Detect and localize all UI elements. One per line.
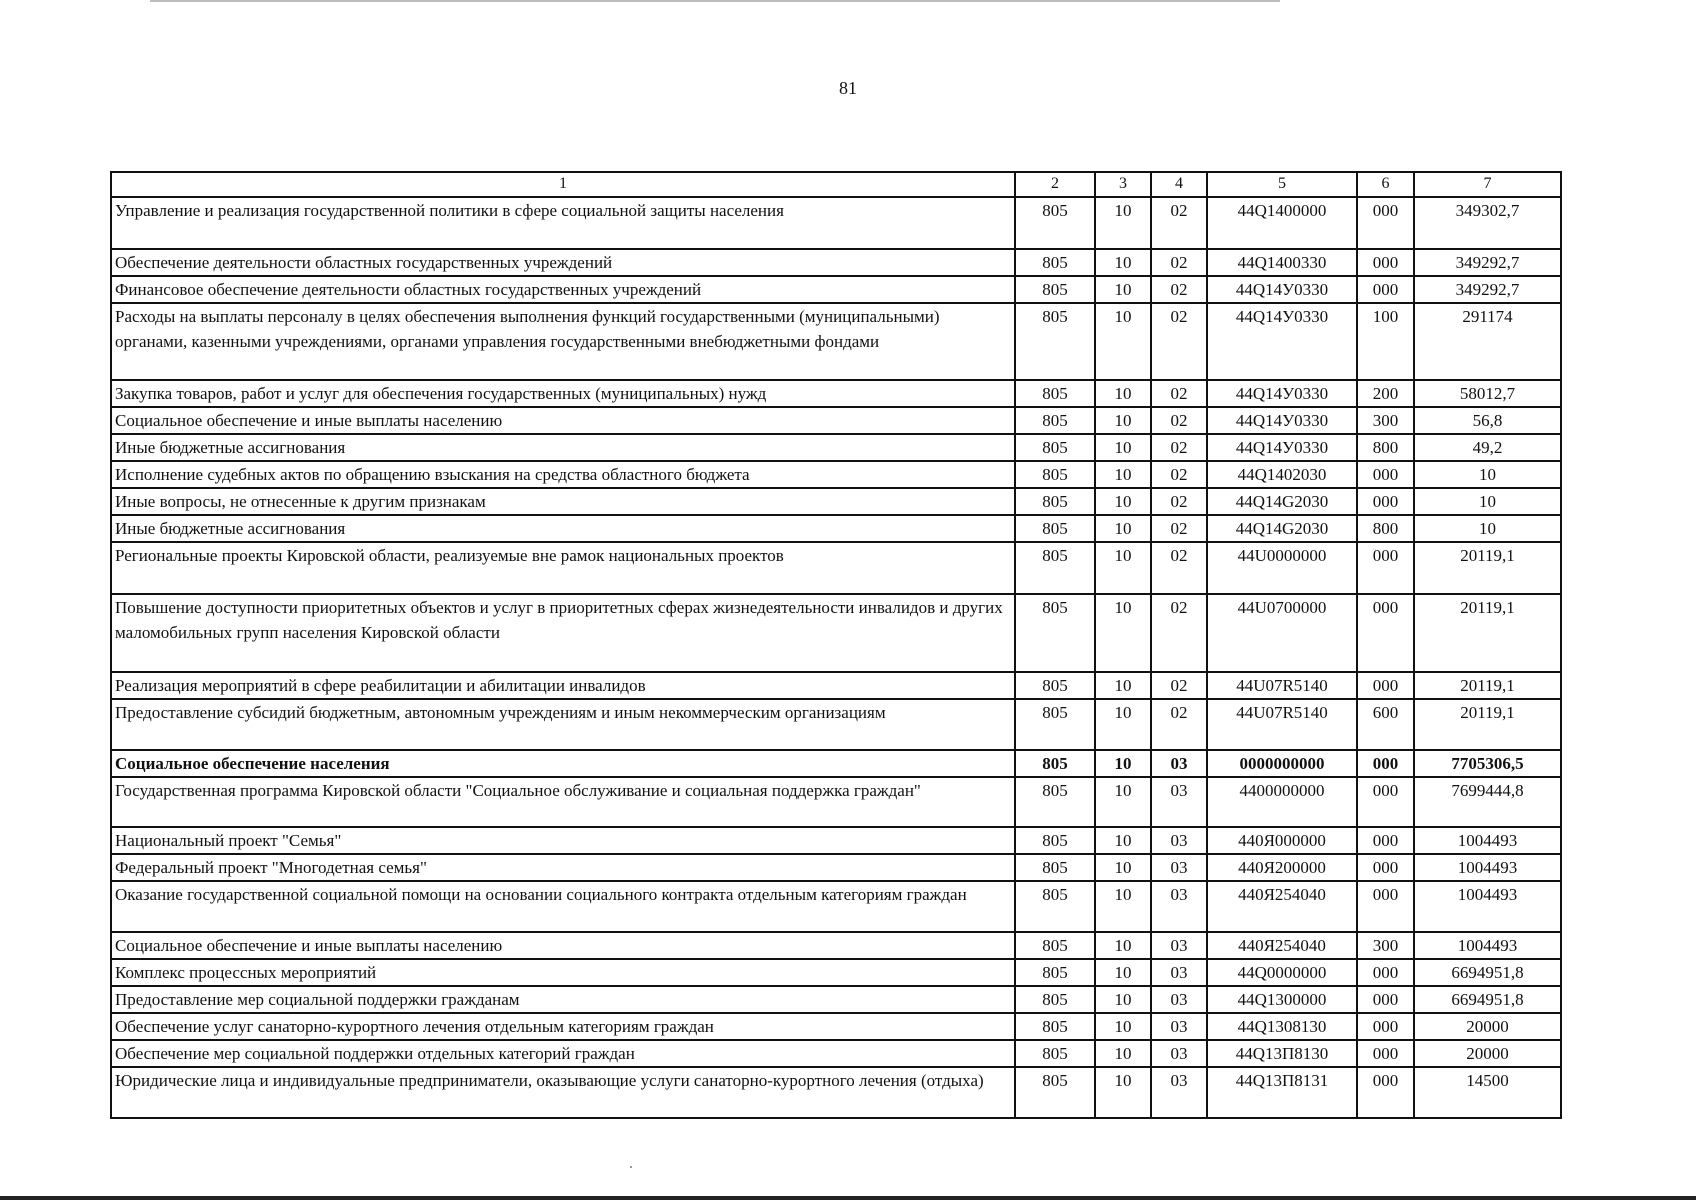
row-subsection-cell: 02 [1151,276,1207,303]
row-subsection-cell: 02 [1151,461,1207,488]
table-row [111,1067,1561,1118]
row-target-article-cell: 44U07R5140 [1207,672,1357,699]
row-name-cell: Социальное обеспечение и иные выплаты населению [111,932,1015,959]
row-name-cell: Иные бюджетные ассигнования [111,515,1015,542]
row-amount-cell: 7699444,8 [1414,777,1561,827]
row-section-cell: 10 [1095,434,1151,461]
row-amount-cell: 349302,7 [1414,197,1561,249]
top-edge-line [150,0,1280,2]
row-target-article-cell: 440Я200000 [1207,854,1357,881]
row-subsection-cell: 02 [1151,542,1207,594]
row-target-article-cell: 44Q1400000 [1207,197,1357,249]
row-expense-type-cell: 000 [1357,827,1414,854]
row-code-cell: 805 [1015,1067,1095,1118]
row-name-cell: Национальный проект "Семья" [111,827,1015,854]
row-subsection-cell: 02 [1151,197,1207,249]
row-code-cell: 805 [1015,959,1095,986]
row-amount-cell: 10 [1414,515,1561,542]
row-amount-cell: 1004493 [1414,827,1561,854]
row-section-cell: 10 [1095,750,1151,777]
row-target-article-cell: 44Q1308130 [1207,1013,1357,1040]
row-name-cell: Федеральный проект "Многодетная семья" [111,854,1015,881]
table-row [111,699,1561,750]
row-expense-type-cell: 000 [1357,959,1414,986]
table-row [111,276,1561,303]
row-amount-cell: 7705306,5 [1414,750,1561,777]
row-section-cell: 10 [1095,1013,1151,1040]
row-code-cell: 805 [1015,699,1095,750]
row-target-article-cell: 44U0700000 [1207,594,1357,672]
row-code-cell: 805 [1015,407,1095,434]
table-row [111,461,1561,488]
row-target-article-cell: 440Я254040 [1207,881,1357,932]
row-expense-type-cell: 300 [1357,932,1414,959]
row-section-cell: 10 [1095,699,1151,750]
row-expense-type-cell: 000 [1357,594,1414,672]
table-row [111,1040,1561,1067]
row-code-cell: 805 [1015,461,1095,488]
row-section-cell: 10 [1095,959,1151,986]
row-name-cell: Государственная программа Кировской области "Социальное обслуживание и социальная поддержка граждан" [111,777,1015,827]
row-section-cell: 10 [1095,594,1151,672]
row-amount-cell: 6694951,8 [1414,959,1561,986]
row-amount-cell: 20119,1 [1414,542,1561,594]
row-target-article-cell: 440Я000000 [1207,827,1357,854]
row-code-cell: 805 [1015,303,1095,380]
header-cell: 3 [1095,172,1151,197]
row-section-cell: 10 [1095,777,1151,827]
row-code-cell: 805 [1015,515,1095,542]
row-code-cell: 805 [1015,881,1095,932]
row-subsection-cell: 03 [1151,750,1207,777]
row-code-cell: 805 [1015,276,1095,303]
table-row [111,854,1561,881]
row-expense-type-cell: 000 [1357,249,1414,276]
row-subsection-cell: 02 [1151,434,1207,461]
row-subsection-cell: 03 [1151,854,1207,881]
row-name-cell: Повышение доступности приоритетных объектов и услуг в приоритетных сферах жизнедеятельности инвалидов и других маломобильных групп населения Кировской области [111,594,1015,672]
row-name-cell: Иные бюджетные ассигнования [111,434,1015,461]
row-name-cell: Предоставление субсидий бюджетным, автономным учреждениям и иным некоммерческим организациям [111,699,1015,750]
row-section-cell: 10 [1095,303,1151,380]
row-subsection-cell: 03 [1151,932,1207,959]
row-expense-type-cell: 200 [1357,380,1414,407]
row-name-cell: Юридические лица и индивидуальные предприниматели, оказывающие услуги санаторно-курортного лечения (отдыха) [111,1067,1015,1118]
row-subsection-cell: 03 [1151,827,1207,854]
row-name-cell: Обеспечение мер социальной поддержки отдельных категорий граждан [111,1040,1015,1067]
row-expense-type-cell: 100 [1357,303,1414,380]
row-name-cell: Предоставление мер социальной поддержки гражданам [111,986,1015,1013]
table-row [111,197,1561,249]
row-subsection-cell: 03 [1151,1067,1207,1118]
row-subsection-cell: 02 [1151,594,1207,672]
row-amount-cell: 20000 [1414,1013,1561,1040]
row-amount-cell: 20119,1 [1414,672,1561,699]
row-expense-type-cell: 000 [1357,1067,1414,1118]
row-expense-type-cell: 300 [1357,407,1414,434]
header-cell: 1 [111,172,1015,197]
row-target-article-cell: 44Q14У0330 [1207,434,1357,461]
row-amount-cell: 58012,7 [1414,380,1561,407]
row-name-cell: Региональные проекты Кировской области, реализуемые вне рамок национальных проектов [111,542,1015,594]
row-amount-cell: 20119,1 [1414,699,1561,750]
table-header-row [111,172,1561,197]
row-section-cell: 10 [1095,1040,1151,1067]
table-row [111,986,1561,1013]
row-section-cell: 10 [1095,672,1151,699]
table-row [111,777,1561,827]
table-row [111,515,1561,542]
row-section-cell: 10 [1095,461,1151,488]
row-subsection-cell: 03 [1151,1040,1207,1067]
row-amount-cell: 1004493 [1414,881,1561,932]
table-row [111,434,1561,461]
row-subsection-cell: 02 [1151,515,1207,542]
row-target-article-cell: 44Q14У0330 [1207,303,1357,380]
row-expense-type-cell: 000 [1357,276,1414,303]
row-code-cell: 805 [1015,854,1095,881]
row-section-cell: 10 [1095,515,1151,542]
table-row [111,932,1561,959]
row-section-cell: 10 [1095,276,1151,303]
row-code-cell: 805 [1015,986,1095,1013]
row-subsection-cell: 02 [1151,303,1207,380]
row-target-article-cell: 44Q14G2030 [1207,488,1357,515]
row-target-article-cell: 44Q1400330 [1207,249,1357,276]
table-row [111,380,1561,407]
row-target-article-cell: 0000000000 [1207,750,1357,777]
row-name-cell: Иные вопросы, не отнесенные к другим признакам [111,488,1015,515]
table-row [111,594,1561,672]
row-amount-cell: 14500 [1414,1067,1561,1118]
table-row [111,959,1561,986]
row-target-article-cell: 44Q14G2030 [1207,515,1357,542]
row-subsection-cell: 03 [1151,986,1207,1013]
table-row [111,881,1561,932]
row-subsection-cell: 02 [1151,672,1207,699]
row-expense-type-cell: 000 [1357,881,1414,932]
header-cell: 4 [1151,172,1207,197]
row-name-cell: Оказание государственной социальной помощи на основании социального контракта отдельным категориям граждан [111,881,1015,932]
row-code-cell: 805 [1015,488,1095,515]
row-target-article-cell: 44Q13П8130 [1207,1040,1357,1067]
row-expense-type-cell: 000 [1357,1040,1414,1067]
header-cell: 7 [1414,172,1561,197]
table-row [111,750,1561,777]
row-code-cell: 805 [1015,249,1095,276]
row-name-cell: Реализация мероприятий в сфере реабилитации и абилитации инвалидов [111,672,1015,699]
row-expense-type-cell: 000 [1357,461,1414,488]
row-amount-cell: 10 [1414,461,1561,488]
row-section-cell: 10 [1095,827,1151,854]
row-amount-cell: 56,8 [1414,407,1561,434]
table-row [111,249,1561,276]
row-code-cell: 805 [1015,672,1095,699]
row-expense-type-cell: 000 [1357,197,1414,249]
bottom-edge-line [0,1196,1696,1200]
row-expense-type-cell: 000 [1357,542,1414,594]
row-amount-cell: 291174 [1414,303,1561,380]
row-name-cell: Социальное обеспечение населения [111,750,1015,777]
row-name-cell: Обеспечение деятельности областных государственных учреждений [111,249,1015,276]
row-code-cell: 805 [1015,1040,1095,1067]
row-amount-cell: 6694951,8 [1414,986,1561,1013]
row-section-cell: 10 [1095,197,1151,249]
row-subsection-cell: 02 [1151,407,1207,434]
scan-speck [630,1166,632,1168]
row-subsection-cell: 03 [1151,1013,1207,1040]
row-section-cell: 10 [1095,380,1151,407]
row-name-cell: Расходы на выплаты персоналу в целях обеспечения выполнения функций государственными (муниципальными) органами, казенными учреждениями, органами управления государственными внебюджетными фондами [111,303,1015,380]
row-subsection-cell: 03 [1151,881,1207,932]
row-code-cell: 805 [1015,827,1095,854]
row-target-article-cell: 44Q13П8131 [1207,1067,1357,1118]
row-section-cell: 10 [1095,1067,1151,1118]
row-target-article-cell: 44Q14У0330 [1207,407,1357,434]
page-number: 81 [839,78,857,98]
row-expense-type-cell: 000 [1357,777,1414,827]
row-code-cell: 805 [1015,434,1095,461]
row-target-article-cell: 44U07R5140 [1207,699,1357,750]
table-row [111,303,1561,380]
row-expense-type-cell: 000 [1357,1013,1414,1040]
row-code-cell: 805 [1015,542,1095,594]
row-section-cell: 10 [1095,407,1151,434]
budget-table [110,171,1562,1119]
row-target-article-cell: 44U0000000 [1207,542,1357,594]
row-amount-cell: 20119,1 [1414,594,1561,672]
row-section-cell: 10 [1095,932,1151,959]
row-expense-type-cell: 000 [1357,488,1414,515]
row-amount-cell: 349292,7 [1414,249,1561,276]
row-section-cell: 10 [1095,542,1151,594]
row-expense-type-cell: 000 [1357,986,1414,1013]
row-subsection-cell: 02 [1151,380,1207,407]
row-expense-type-cell: 000 [1357,750,1414,777]
row-amount-cell: 1004493 [1414,854,1561,881]
row-subsection-cell: 02 [1151,488,1207,515]
row-code-cell: 805 [1015,777,1095,827]
row-name-cell: Финансовое обеспечение деятельности областных государственных учреждений [111,276,1015,303]
row-code-cell: 805 [1015,594,1095,672]
table-row [111,672,1561,699]
row-name-cell: Закупка товаров, работ и услуг для обеспечения государственных (муниципальных) нужд [111,380,1015,407]
table-row [111,827,1561,854]
row-expense-type-cell: 800 [1357,434,1414,461]
row-amount-cell: 49,2 [1414,434,1561,461]
row-amount-cell: 20000 [1414,1040,1561,1067]
row-name-cell: Обеспечение услуг санаторно-курортного лечения отдельным категориям граждан [111,1013,1015,1040]
table-row [111,1013,1561,1040]
row-amount-cell: 10 [1414,488,1561,515]
row-amount-cell: 1004493 [1414,932,1561,959]
row-section-cell: 10 [1095,881,1151,932]
row-subsection-cell: 03 [1151,777,1207,827]
table-row [111,542,1561,594]
header-cell: 5 [1207,172,1357,197]
row-code-cell: 805 [1015,750,1095,777]
row-name-cell: Управление и реализация государственной политики в сфере социальной защиты населения [111,197,1015,249]
row-target-article-cell: 440Я254040 [1207,932,1357,959]
row-section-cell: 10 [1095,249,1151,276]
row-code-cell: 805 [1015,380,1095,407]
row-section-cell: 10 [1095,986,1151,1013]
row-expense-type-cell: 000 [1357,854,1414,881]
row-target-article-cell: 44Q1402030 [1207,461,1357,488]
row-code-cell: 805 [1015,1013,1095,1040]
row-expense-type-cell: 000 [1357,672,1414,699]
row-section-cell: 10 [1095,488,1151,515]
row-target-article-cell: 44Q14У0330 [1207,276,1357,303]
row-subsection-cell: 03 [1151,959,1207,986]
header-cell: 6 [1357,172,1414,197]
row-subsection-cell: 02 [1151,249,1207,276]
table-row [111,407,1561,434]
header-cell: 2 [1015,172,1095,197]
row-code-cell: 805 [1015,197,1095,249]
row-target-article-cell: 4400000000 [1207,777,1357,827]
row-amount-cell: 349292,7 [1414,276,1561,303]
row-code-cell: 805 [1015,932,1095,959]
row-target-article-cell: 44Q14У0330 [1207,380,1357,407]
row-expense-type-cell: 600 [1357,699,1414,750]
row-section-cell: 10 [1095,854,1151,881]
row-name-cell: Исполнение судебных актов по обращению взыскания на средства областного бюджета [111,461,1015,488]
row-name-cell: Комплекс процессных мероприятий [111,959,1015,986]
row-target-article-cell: 44Q0000000 [1207,959,1357,986]
row-target-article-cell: 44Q1300000 [1207,986,1357,1013]
row-expense-type-cell: 800 [1357,515,1414,542]
table-row [111,488,1561,515]
row-name-cell: Социальное обеспечение и иные выплаты населению [111,407,1015,434]
row-subsection-cell: 02 [1151,699,1207,750]
